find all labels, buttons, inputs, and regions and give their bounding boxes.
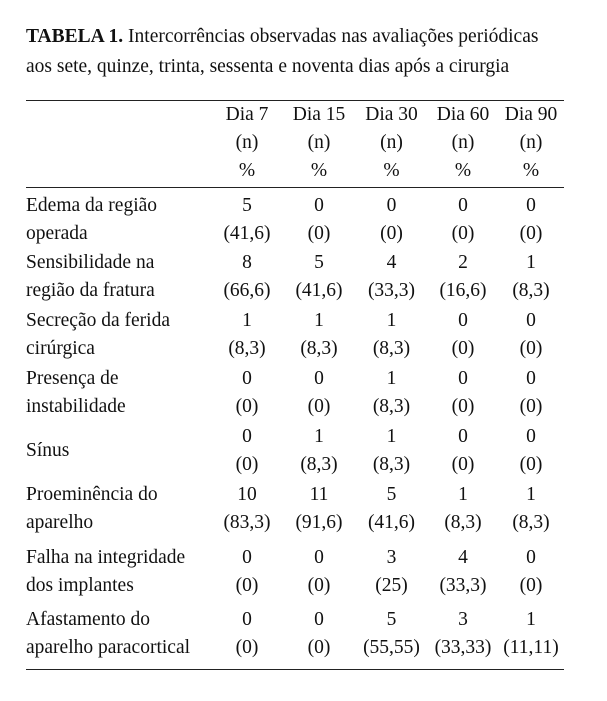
- cell-percent: (33,33): [434, 637, 492, 658]
- table-cell: [355, 602, 428, 666]
- table-cell: [211, 248, 283, 306]
- cell-percent: (8,3): [300, 338, 338, 359]
- cell-percent: (25): [375, 575, 408, 596]
- row-label-line2: instabilidade: [26, 396, 126, 417]
- row-label-line1: Sensibilidade na: [26, 252, 155, 273]
- cell-count: 1: [458, 484, 468, 505]
- cell-count: 0: [458, 368, 468, 389]
- table-row: [26, 364, 564, 422]
- table-row: [26, 306, 564, 364]
- col-unit-dia30: %: [383, 160, 400, 181]
- table-header: [26, 101, 564, 185]
- cell-count: 0: [458, 310, 468, 331]
- row-label-line2: região da fratura: [26, 280, 155, 301]
- table-caption: [26, 22, 586, 82]
- cell-count: 8: [242, 252, 252, 273]
- table-cell: [211, 480, 283, 538]
- cell-percent: (0): [235, 575, 259, 596]
- cell-percent: (0): [307, 637, 331, 658]
- cell-count: 1: [314, 310, 324, 331]
- row-label-line2: operada: [26, 223, 88, 244]
- cell-percent: (8,3): [444, 512, 482, 533]
- col-unit-dia60: %: [454, 160, 472, 181]
- table-cell: [283, 538, 355, 602]
- cell-percent: (41,6): [367, 512, 416, 533]
- header-row-title: [26, 101, 564, 129]
- table-cell: [428, 364, 498, 422]
- cell-count: 0: [386, 195, 397, 216]
- cell-count: 5: [386, 484, 397, 505]
- cell-count: 0: [314, 195, 324, 216]
- table-row: [26, 480, 564, 538]
- table-row: [26, 602, 564, 666]
- table-row: [26, 422, 564, 480]
- row-label-line1: Secreção da ferida: [26, 310, 170, 331]
- cell-count: 0: [458, 426, 468, 447]
- cell-count: 1: [242, 310, 252, 331]
- cell-count: 3: [386, 547, 397, 568]
- table-cell: [428, 248, 498, 306]
- table-cell: [498, 364, 564, 422]
- cell-percent: (0): [307, 223, 331, 244]
- cell-count: 1: [526, 609, 536, 630]
- cell-count: 0: [526, 195, 536, 216]
- cell-percent: (0): [235, 454, 259, 475]
- table-cell: [283, 306, 355, 364]
- cell-percent: (66,6): [223, 280, 271, 301]
- col-sub-dia15: (n): [307, 132, 331, 153]
- cell-percent: (11,11): [503, 637, 559, 658]
- cell-count: 0: [526, 426, 536, 447]
- table-cell: [355, 422, 428, 480]
- row-label: [26, 602, 211, 666]
- row-label-line2: aparelho paracortical: [26, 637, 191, 658]
- data-table: [26, 101, 564, 666]
- table-cell: [428, 306, 498, 364]
- cell-percent: (83,3): [223, 512, 271, 533]
- bottom-rule: [26, 669, 564, 670]
- cell-percent: (8,3): [228, 338, 266, 359]
- table-cell: [283, 602, 355, 666]
- cell-count: 4: [458, 547, 468, 568]
- row-label-line1: Sínus: [26, 440, 70, 461]
- table-cell: [211, 538, 283, 602]
- cell-percent: (0): [519, 454, 543, 475]
- table-cell: [355, 306, 428, 364]
- table-cell: [283, 480, 355, 538]
- caption-text-line1: Intercorrências observadas nas avaliações periódicas: [128, 26, 539, 47]
- cell-percent: (41,6): [223, 223, 271, 244]
- table-cell: [283, 185, 355, 248]
- table-body: [26, 185, 564, 666]
- row-label: [26, 538, 211, 602]
- cell-count: 0: [314, 547, 324, 568]
- table-cell: [498, 306, 564, 364]
- table-cell: [355, 364, 428, 422]
- cell-percent: (8,3): [372, 396, 411, 417]
- cell-percent: (0): [307, 396, 331, 417]
- cell-count: 1: [314, 426, 324, 447]
- cell-percent: (0): [519, 575, 543, 596]
- cell-percent: (8,3): [512, 512, 550, 533]
- cell-count: 1: [526, 484, 536, 505]
- col-unit-dia7: %: [238, 160, 256, 181]
- table-row: [26, 248, 564, 306]
- cell-percent: (0): [519, 338, 543, 359]
- table-cell: [355, 538, 428, 602]
- cell-count: 0: [242, 368, 252, 389]
- row-label: [26, 306, 211, 364]
- col-header-dia7: Dia 7: [225, 104, 269, 125]
- cell-count: 0: [314, 368, 324, 389]
- cell-count: 3: [458, 609, 468, 630]
- col-header-dia30: Dia 30: [365, 104, 418, 125]
- cell-percent: (0): [235, 396, 259, 417]
- table-cell: [283, 364, 355, 422]
- row-label-line1: Edema da região: [26, 195, 158, 216]
- row-label: [26, 480, 211, 538]
- table-cell: [428, 480, 498, 538]
- table-cell: [211, 602, 283, 666]
- table-cell: [498, 602, 564, 666]
- table-cell: [498, 480, 564, 538]
- cell-count: 5: [242, 195, 252, 216]
- table-cell: [355, 248, 428, 306]
- row-label: [26, 364, 211, 422]
- table-cell: [428, 185, 498, 248]
- cell-percent: (8,3): [372, 338, 411, 359]
- table-row: [26, 185, 564, 248]
- col-header-dia15: Dia 15: [292, 104, 346, 125]
- header-empty-cell: [26, 101, 211, 129]
- table-cell: [428, 538, 498, 602]
- cell-count: 5: [314, 252, 324, 273]
- cell-count: 0: [314, 609, 324, 630]
- col-header-dia60: Dia 60: [436, 104, 490, 125]
- table-cell: [355, 185, 428, 248]
- cell-count: 5: [386, 609, 397, 630]
- cell-count: 1: [386, 426, 397, 447]
- cell-percent: (55,55): [363, 637, 420, 658]
- col-sub-dia7: (n): [235, 132, 259, 153]
- cell-percent: (41,6): [295, 280, 343, 301]
- cell-count: 0: [526, 547, 536, 568]
- cell-count: 0: [526, 368, 536, 389]
- table-cell: [498, 185, 564, 248]
- row-label-line1: Proeminência do: [26, 484, 158, 505]
- row-label: [26, 248, 211, 306]
- col-sub-dia60: (n): [451, 132, 475, 153]
- cell-percent: (0): [451, 396, 475, 417]
- table-cell: [211, 185, 283, 248]
- cell-count: 1: [526, 252, 536, 273]
- cell-count: 0: [526, 310, 536, 331]
- header-row-unit: [26, 157, 564, 185]
- caption-text-line2: aos sete, quinze, trinta, sessenta e noventa dias após a cirurgia: [26, 56, 510, 77]
- col-sub-dia90: (n): [519, 132, 543, 153]
- col-unit-dia90: %: [522, 160, 540, 181]
- table-cell: [211, 422, 283, 480]
- header-row-n: [26, 129, 564, 157]
- cell-count: 4: [386, 252, 397, 273]
- cell-count: 0: [242, 426, 252, 447]
- cell-percent: (8,3): [300, 454, 338, 475]
- cell-percent: (0): [519, 223, 543, 244]
- row-label: [26, 185, 211, 248]
- col-unit-dia15: %: [310, 160, 328, 181]
- row-label-line1: Falha na integridade: [26, 547, 186, 568]
- col-header-dia90: Dia 90: [504, 104, 558, 125]
- cell-percent: (0): [451, 223, 475, 244]
- cell-percent: (33,3): [367, 280, 416, 301]
- cell-percent: (0): [307, 575, 331, 596]
- row-label-line2: aparelho: [26, 512, 94, 533]
- table-cell: [211, 364, 283, 422]
- table-cell: [498, 538, 564, 602]
- cell-percent: (8,3): [512, 280, 550, 301]
- cell-percent: (0): [451, 338, 475, 359]
- cell-count: 11: [309, 484, 329, 505]
- cell-percent: (91,6): [295, 512, 343, 533]
- cell-count: 10: [237, 484, 257, 505]
- cell-count: 0: [458, 195, 468, 216]
- table-cell: [498, 422, 564, 480]
- row-label-line2: dos implantes: [26, 575, 134, 596]
- table-cell: [355, 480, 428, 538]
- col-sub-dia30: (n): [380, 132, 403, 153]
- cell-percent: (8,3): [372, 454, 411, 475]
- cell-percent: (0): [519, 396, 543, 417]
- cell-percent: (0): [451, 454, 475, 475]
- cell-count: 0: [242, 547, 252, 568]
- table-cell: [428, 422, 498, 480]
- row-label-line2: cirúrgica: [26, 338, 95, 359]
- table-cell: [283, 422, 355, 480]
- row-label: [26, 422, 211, 480]
- cell-percent: (0): [380, 223, 403, 244]
- table-cell: [211, 306, 283, 364]
- table-label: TABELA 1.: [26, 26, 124, 47]
- cell-count: 1: [386, 310, 397, 331]
- cell-percent: (33,3): [439, 575, 487, 596]
- cell-count: 2: [458, 252, 468, 273]
- table-cell: [283, 248, 355, 306]
- cell-count: 1: [386, 368, 397, 389]
- row-label-line1: Presença de: [26, 368, 119, 389]
- table-row: [26, 538, 564, 602]
- table-cell: [498, 248, 564, 306]
- cell-percent: (16,6): [439, 280, 487, 301]
- cell-count: 0: [242, 609, 252, 630]
- table-cell: [428, 602, 498, 666]
- row-label-line1: Afastamento do: [26, 609, 151, 630]
- cell-percent: (0): [235, 637, 259, 658]
